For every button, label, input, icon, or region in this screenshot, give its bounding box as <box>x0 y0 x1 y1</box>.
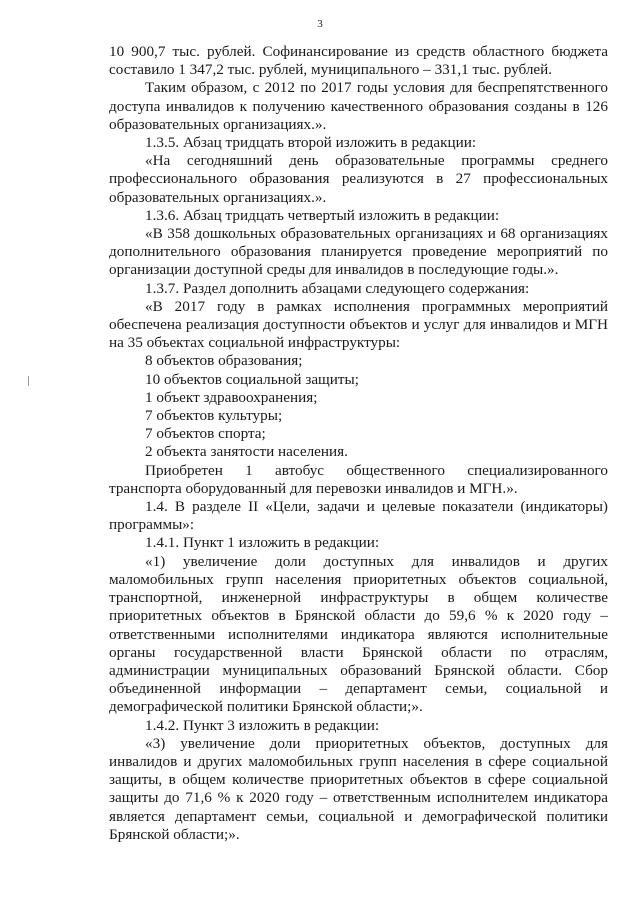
document-body <box>109 43 608 844</box>
list-item: 7 объектов культуры; <box>145 407 283 425</box>
paragraph-item-1-3-5: 1.3.5. Абзац тридцать второй изложить в редакции: <box>145 134 477 152</box>
list-item: 10 объектов социальной защиты; <box>145 370 359 388</box>
paragraph-quote-1-4-1: «1) увеличение доли доступных для инвалидов и других маломобильных групп населения приоритетных объектов социальной, транспортной, инженерной инфраструктуры в общем количестве приоритетных объектов в Брянской области до 59,6 % к 2020 году – ответственными исполнителями индикатора являются исполнительные органы государственной власти Брянской области по отраслям, администрации муниципальных образований Брянской области. Сбор объединенной информации – департамент семьи, социальной и демографической политики Брянской области;». <box>109 552 608 716</box>
paragraph-item-1-3-7: 1.3.7. Раздел дополнить абзацами следующего содержания: <box>145 279 530 297</box>
list-item: 1 объект здравоохранения; <box>145 388 318 406</box>
paragraph-summary: Таким образом, с 2012 по 2017 годы условия для беспрепятственного доступа инвалидов к получению качественного образования созданы в 126 образовательных организациях.». <box>109 79 608 133</box>
page-number: 3 <box>317 18 323 30</box>
paragraph-quote-1-4-2: «3) увеличение доли приоритетных объектов, доступных для инвалидов и других маломобильных групп населения в сфере социальной защиты, в общем количестве приоритетных объектов в сфере социальной защиты до 71,6 % к 2020 году – ответственным исполнителем индикатора является департамент семьи, социальной и демографической политики Брянской области;». <box>109 734 608 843</box>
paragraph-item-1-4-1: 1.4.1. Пункт 1 изложить в редакции: <box>145 534 380 552</box>
paragraph-quote-1-3-7: «В 2017 году в рамках исполнения программных мероприятий обеспечена реализация доступности объектов и услуг для инвалидов и МГН на 35 объектах социальной инфраструктуры: <box>109 297 608 352</box>
paragraph-item-1-3-6: 1.3.6. Абзац тридцать четвертый изложить в редакции: <box>145 206 500 224</box>
paragraph-funding: 10 900,7 тыс. рублей. Софинансирование из средств областного бюджета составило 1 347,2 тыс. рублей, муниципального – 331,1 тыс. рублей. <box>109 43 608 79</box>
paragraph-item-1-4-2: 1.4.2. Пункт 3 изложить в редакции: <box>145 716 380 734</box>
list-item: 8 объектов образования; <box>145 352 303 370</box>
margin-mark <box>28 376 29 386</box>
list-item: 2 объекта занятости населения. <box>145 443 348 461</box>
paragraph-item-1-4: 1.4. В разделе II «Цели, задачи и целевые показатели (индикаторы) программы»: <box>109 498 608 534</box>
list-item: 7 объектов спорта; <box>145 425 266 443</box>
paragraph-quote-1-3-5: «На сегодняшний день образовательные программы среднего профессионального образования реализуются в 27 профессиональных образовательных организациях.». <box>109 152 608 206</box>
paragraph-quote-1-3-6: «В 358 дошкольных образовательных организациях и 68 организациях дополнительного образования планируется проведение мероприятий по организации доступной среды для инвалидов в последующие годы.». <box>109 225 608 279</box>
paragraph-bus: Приобретен 1 автобус общественного специализированного транспорта оборудованный для перевозки инвалидов и МГН.». <box>109 461 608 497</box>
